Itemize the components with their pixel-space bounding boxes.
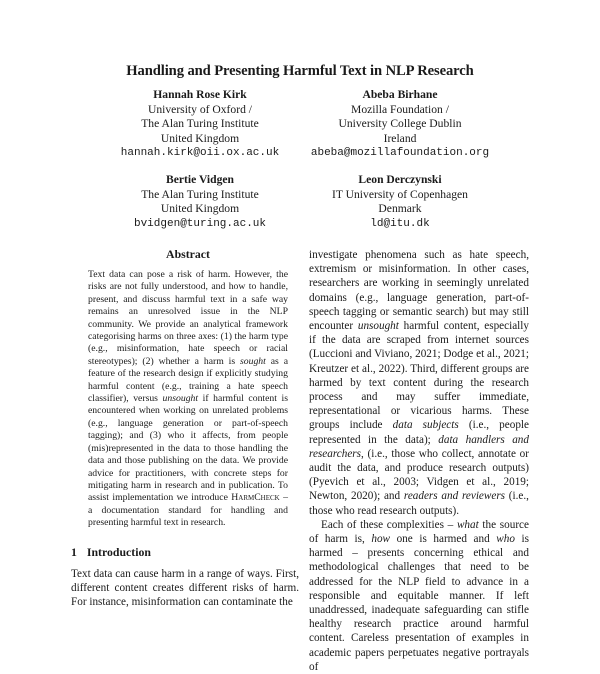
author-affiliation: United Kingdom — [160, 131, 240, 145]
author-affiliation: The Alan Turing Institute — [141, 117, 259, 131]
author-block-birhane — [300, 88, 500, 161]
section-number: 1 — [71, 545, 77, 559]
paragraph: investigate phenomena such as hate speech, extremism or misinformation. In other cases, researchers are working in seemingly unrelated domains (e.g., language generation, part-of-speech tagging or semantic search) but may still encounter unsought harmful content, especially if the data are scraped from internet sources (Luccioni and Viviano, 2021; Dodge et al., 2021; Kreutzer et al., 2022). Third, different groups are harmed by text content during the research process and may suffer immediate, representational or vicarious harms. These groups include data subjects (i.e., people represented in the data); data handlers and researchers, (i.e., those who collect, annotate or audit the data, and produce research outputs) (Pyevich et al., 2003; Vidgen et al., 2019; Newton, 2020); and readers and reviewers (i.e., those who read research outputs). — [309, 249, 530, 517]
section-heading-introduction — [71, 545, 151, 560]
abstract-text: Text data can pose a risk of harm. However, the risks are not fully understood, and how to handle, present, and discuss harmful text in a safe way remains an unresolved issue in the NLP community. We provide an analytical framework categorising harms on three axes: (1) the harm type (e.g., misinformation, hate speech or racial stereotypes); (2) whether a harm is sought as a feature of the research design if explicitly studying harmful content (e.g., training a hate speech classifier), versus unsought if harmful content is encountered when working on unrelated problems (e.g., language generation or part-of-speech tagging); and (3) who it affects, from people (mis)represented in the data to those handling the data and those publishing on the data. We provide advice for practitioners, with concrete steps for mitigating harm in research and in publication. To assist implementation we introduce HarmCheck – a documentation standard for handling and presenting harmful text in research. — [88, 269, 288, 529]
right-column-text — [309, 248, 529, 674]
author-email: ld@itu.dk — [370, 217, 430, 230]
paper-title: Handling and Presenting Harmful Text in NLP Research — [126, 63, 474, 79]
author-affiliation: The Alan Turing Institute — [141, 187, 259, 201]
paragraph: Each of these complexities – what the source of harm is, how one is harmed and who is harmed – presents concerning ethical and methodological challenges that need to be addressed for the NLP field to advance in a responsible and equitable manner. If left unaddressed, inadequate safeguarding can stifle healthy research practice around harmful content. Careless presentation of examples in academic papers perpetuates negative portrayals of — [309, 518, 529, 673]
emphasis: sought — [240, 355, 266, 367]
author-email: abeba@mozillafoundation.org — [310, 147, 490, 160]
author-affiliation: Denmark — [378, 202, 422, 216]
tool-name: HarmCheck — [231, 492, 280, 504]
author-email: bvidgen@turing.ac.uk — [133, 217, 267, 230]
author-block-derczynski — [300, 173, 500, 231]
abstract-heading: Abstract — [166, 247, 210, 261]
author-name: Leon Derczynski — [358, 173, 442, 186]
author-email: hannah.kirk@oii.ox.ac.uk — [120, 147, 280, 160]
author-affiliation: Ireland — [383, 131, 417, 145]
author-affiliation: United Kingdom — [160, 202, 240, 216]
section-title: Introduction — [86, 545, 151, 559]
author-block-kirk — [100, 88, 300, 161]
author-block-vidgen — [100, 173, 300, 231]
author-affiliation: IT University of Copenhagen — [332, 187, 468, 201]
introduction-text: Text data can cause harm in a range of ways. First, different content creates different risks of harm. For instance, misinformation can contaminate the — [71, 568, 299, 609]
emphasis: unsought — [162, 393, 199, 405]
author-name: Bertie Vidgen — [166, 173, 234, 186]
author-name: Abeba Birhane — [362, 88, 438, 101]
author-affiliation: University College Dublin — [338, 117, 462, 131]
author-affiliation: Mozilla Foundation / — [351, 102, 449, 116]
author-affiliation: University of Oxford / — [147, 102, 252, 116]
author-name: Hannah Rose Kirk — [153, 88, 247, 101]
